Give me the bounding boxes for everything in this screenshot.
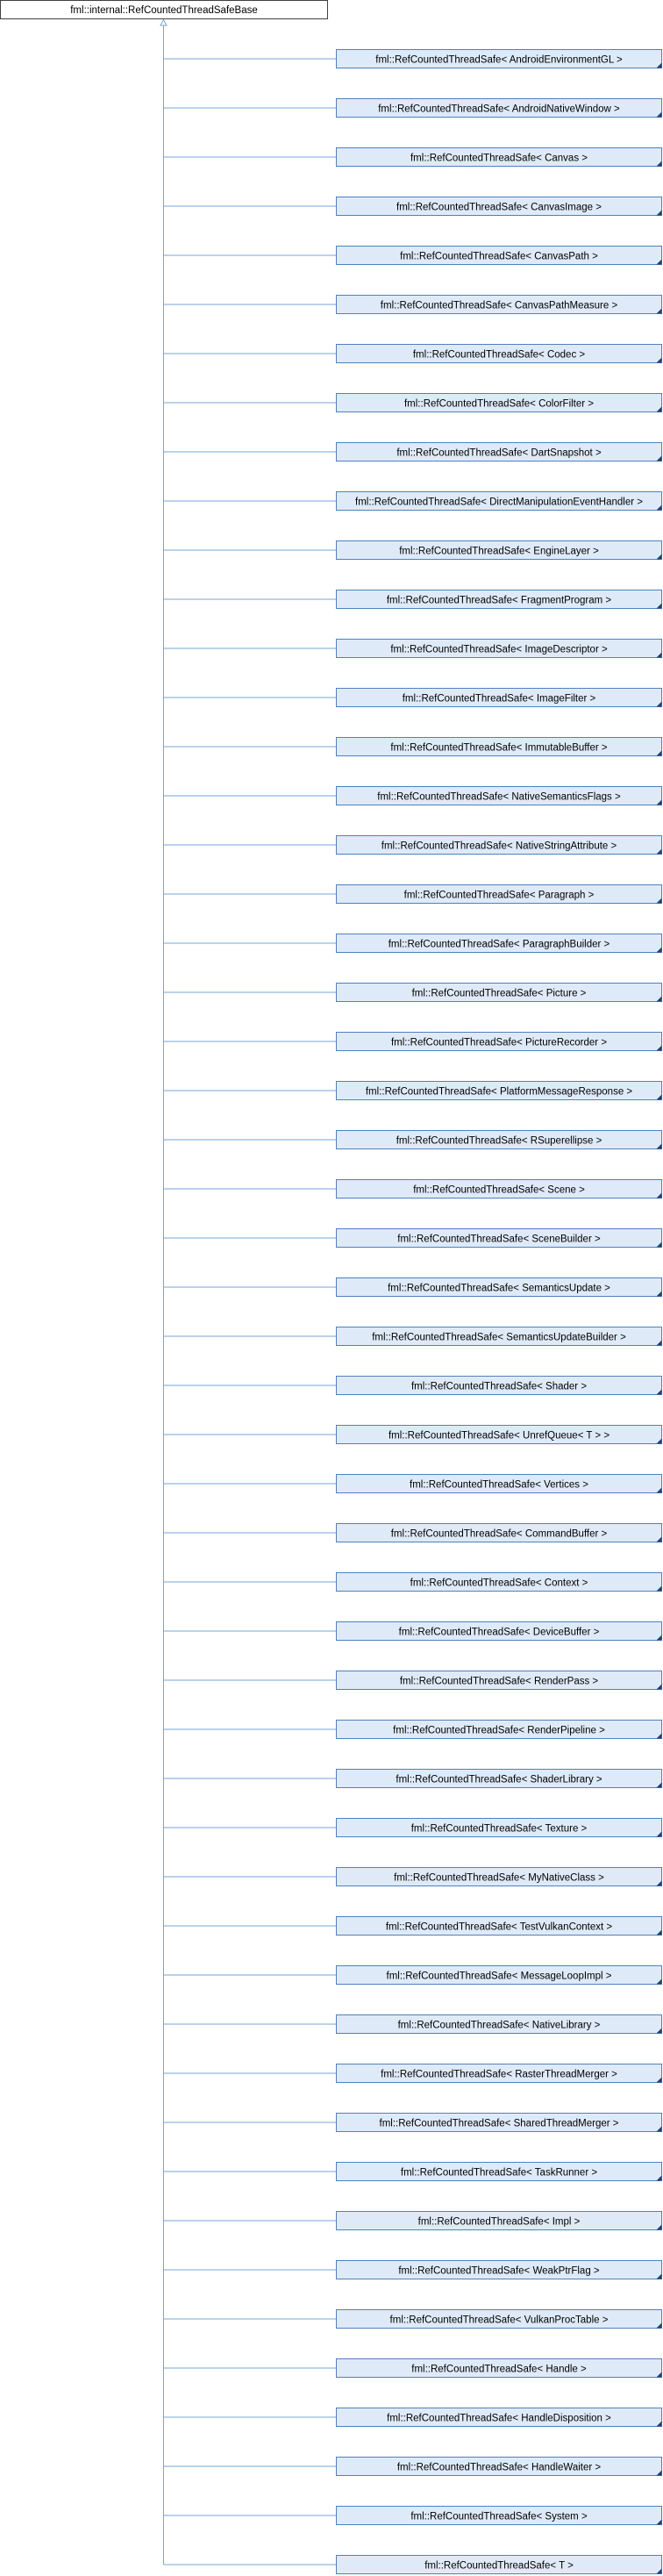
derived-class-node[interactable] xyxy=(337,197,662,216)
derived-class-node[interactable] xyxy=(337,2015,662,2034)
derived-class-label: fml::RefCountedThreadSafe< ColorFilter > xyxy=(403,398,595,410)
derived-class-node[interactable] xyxy=(337,2212,662,2230)
derived-class-label: fml::RefCountedThreadSafe< SceneBuilder > xyxy=(397,1234,601,1245)
derived-class-node[interactable] xyxy=(337,99,662,118)
derived-class-label: fml::RefCountedThreadSafe< SharedThreadMerger > xyxy=(379,2118,619,2129)
derived-class-node[interactable] xyxy=(337,296,662,314)
inheritance-arrow-icon xyxy=(160,20,167,26)
derived-class-node[interactable] xyxy=(337,1327,662,1346)
derived-class-node[interactable] xyxy=(337,1278,662,1297)
derived-class-label: fml::RefCountedThreadSafe< RenderPipeline > xyxy=(393,1725,605,1736)
derived-class-node[interactable] xyxy=(337,2556,662,2574)
derived-class-label: fml::RefCountedThreadSafe< RenderPass > xyxy=(399,1676,599,1687)
derived-class-node[interactable] xyxy=(337,1377,662,1395)
derived-class-node[interactable] xyxy=(337,738,662,756)
derived-class-node[interactable] xyxy=(337,1622,662,1641)
derived-class-label: fml::RefCountedThreadSafe< Codec > xyxy=(412,349,586,361)
derived-class-node[interactable] xyxy=(337,2408,662,2427)
base-class-node[interactable] xyxy=(1,1,328,19)
derived-class-node[interactable] xyxy=(337,1033,662,1051)
derived-class-label: fml::RefCountedThreadSafe< Picture > xyxy=(411,988,587,999)
derived-class-label: fml::RefCountedThreadSafe< NativeSemanticsFlags > xyxy=(377,791,621,803)
derived-class-label: fml::RefCountedThreadSafe< ShaderLibrary > xyxy=(396,1774,602,1785)
derived-class-node[interactable] xyxy=(337,1180,662,1199)
derived-class-node[interactable] xyxy=(337,836,662,855)
derived-class-node[interactable] xyxy=(337,885,662,904)
derived-class-label: fml::RefCountedThreadSafe< Context > xyxy=(410,1578,588,1589)
derived-class-node[interactable] xyxy=(337,640,662,658)
derived-class-label: fml::RefCountedThreadSafe< ParagraphBuilder > xyxy=(388,939,610,950)
derived-class-label: fml::RefCountedThreadSafe< CanvasImage > xyxy=(396,202,602,213)
derived-class-label: fml::RefCountedThreadSafe< System > xyxy=(410,2511,588,2522)
base-class-label: fml::internal::RefCountedThreadSafeBase xyxy=(70,5,258,16)
derived-class-label: fml::RefCountedThreadSafe< DeviceBuffer > xyxy=(398,1627,600,1638)
derived-class-label: fml::RefCountedThreadSafe< ImageDescriptor > xyxy=(390,644,608,655)
derived-class-node[interactable] xyxy=(337,984,662,1002)
derived-class-node[interactable] xyxy=(337,1770,662,1788)
derived-class-label: fml::RefCountedThreadSafe< WeakPtrFlag > xyxy=(398,2265,600,2277)
derived-class-node[interactable] xyxy=(337,50,662,68)
inheritance-edges xyxy=(160,20,337,2565)
derived-class-node[interactable] xyxy=(337,148,662,167)
derived-class-node[interactable] xyxy=(337,2261,662,2279)
derived-class-node[interactable] xyxy=(337,1475,662,1493)
derived-class-node[interactable] xyxy=(337,1868,662,1886)
derived-class-node[interactable] xyxy=(337,1573,662,1592)
derived-class-node[interactable] xyxy=(337,1917,662,1936)
derived-class-node[interactable] xyxy=(337,541,662,560)
derived-class-label: fml::RefCountedThreadSafe< AndroidNativeWindow > xyxy=(378,104,620,115)
derived-class-node[interactable] xyxy=(337,2064,662,2083)
derived-class-label: fml::RefCountedThreadSafe< Handle > xyxy=(411,2364,587,2375)
derived-class-label: fml::RefCountedThreadSafe< CanvasPath > xyxy=(400,251,598,262)
derived-class-label: fml::RefCountedThreadSafe< TaskRunner > xyxy=(400,2167,598,2179)
derived-class-label: fml::RefCountedThreadSafe< Scene > xyxy=(413,1184,585,1196)
derived-class-node[interactable] xyxy=(337,1082,662,1100)
derived-class-label: fml::RefCountedThreadSafe< DirectManipulationEventHandler > xyxy=(355,497,643,508)
derived-class-label: fml::RefCountedThreadSafe< SemanticsUpdateBuilder > xyxy=(372,1332,626,1343)
derived-class-node[interactable] xyxy=(337,247,662,265)
derived-class-label: fml::RefCountedThreadSafe< FragmentProgram > xyxy=(386,595,612,606)
derived-class-node[interactable] xyxy=(337,2310,662,2329)
derived-class-node[interactable] xyxy=(337,1819,662,1837)
derived-class-label: fml::RefCountedThreadSafe< PlatformMessageResponse > xyxy=(365,1086,633,1098)
derived-class-node[interactable] xyxy=(337,443,662,462)
derived-class-label: fml::RefCountedThreadSafe< SemanticsUpdate > xyxy=(388,1283,610,1294)
derived-class-node[interactable] xyxy=(337,1426,662,1444)
derived-class-label: fml::RefCountedThreadSafe< Canvas > xyxy=(410,153,588,164)
derived-class-label: fml::RefCountedThreadSafe< MessageLoopImpl > xyxy=(386,1971,612,1982)
derived-class-label: fml::RefCountedThreadSafe< DartSnapshot > xyxy=(396,447,602,459)
derived-class-label: fml::RefCountedThreadSafe< EngineLayer > xyxy=(399,546,599,557)
derived-class-node[interactable] xyxy=(337,590,662,609)
derived-class-label: fml::RefCountedThreadSafe< Impl > xyxy=(417,2216,581,2228)
derived-class-node[interactable] xyxy=(337,1131,662,1149)
derived-class-label: fml::RefCountedThreadSafe< AndroidEnvironmentGL > xyxy=(375,54,623,66)
derived-class-label: fml::RefCountedThreadSafe< NativeLibrary > xyxy=(397,2020,601,2031)
derived-class-node[interactable] xyxy=(337,2507,662,2525)
derived-class-node[interactable] xyxy=(337,1671,662,1690)
derived-class-node[interactable] xyxy=(337,787,662,805)
derived-class-node[interactable] xyxy=(337,934,662,953)
derived-class-node[interactable] xyxy=(337,1524,662,1542)
derived-class-label: fml::RefCountedThreadSafe< VulkanProcTable > xyxy=(389,2315,609,2326)
derived-class-label: fml::RefCountedThreadSafe< NativeStringAttribute > xyxy=(381,841,617,852)
derived-class-label: fml::RefCountedThreadSafe< PictureRecorder > xyxy=(390,1037,608,1048)
derived-class-label: fml::RefCountedThreadSafe< CommandBuffer > xyxy=(390,1528,608,1540)
derived-class-label: fml::RefCountedThreadSafe< MyNativeClass > xyxy=(394,1872,604,1884)
derived-class-label: fml::RefCountedThreadSafe< ImmutableBuffer > xyxy=(390,742,608,754)
derived-class-label: fml::RefCountedThreadSafe< CanvasPathMeasure > xyxy=(380,300,618,311)
derived-class-nodes xyxy=(337,50,662,2574)
derived-class-label: fml::RefCountedThreadSafe< UnrefQueue< T > > xyxy=(388,1430,610,1442)
derived-class-node[interactable] xyxy=(337,2458,662,2476)
derived-class-label: fml::RefCountedThreadSafe< RasterThreadMerger > xyxy=(381,2069,617,2080)
derived-class-label: fml::RefCountedThreadSafe< Shader > xyxy=(410,1381,588,1392)
derived-class-node[interactable] xyxy=(337,492,662,511)
derived-class-node[interactable] xyxy=(337,2114,662,2132)
derived-class-label: fml::RefCountedThreadSafe< HandleWaiter > xyxy=(396,2462,602,2473)
derived-class-node[interactable] xyxy=(337,1229,662,1248)
derived-class-node[interactable] xyxy=(337,1721,662,1739)
derived-class-label: fml::RefCountedThreadSafe< RSuperellipse > xyxy=(396,1135,602,1147)
derived-class-node[interactable] xyxy=(337,689,662,707)
derived-class-node[interactable] xyxy=(337,345,662,363)
derived-class-label: fml::RefCountedThreadSafe< ImageFilter > xyxy=(402,693,596,705)
derived-class-label: fml::RefCountedThreadSafe< Paragraph > xyxy=(403,890,595,901)
derived-class-label: fml::RefCountedThreadSafe< HandleDisposition > xyxy=(387,2413,611,2424)
derived-class-node[interactable] xyxy=(337,2359,662,2378)
derived-class-label: fml::RefCountedThreadSafe< T > xyxy=(424,2560,574,2572)
derived-class-node[interactable] xyxy=(337,2163,662,2181)
derived-class-node[interactable] xyxy=(337,394,662,412)
derived-class-node[interactable] xyxy=(337,1966,662,1985)
derived-class-label: fml::RefCountedThreadSafe< Texture > xyxy=(410,1823,588,1835)
derived-class-label: fml::RefCountedThreadSafe< TestVulkanContext > xyxy=(385,1921,613,1933)
derived-class-label: fml::RefCountedThreadSafe< Vertices > xyxy=(410,1479,588,1491)
